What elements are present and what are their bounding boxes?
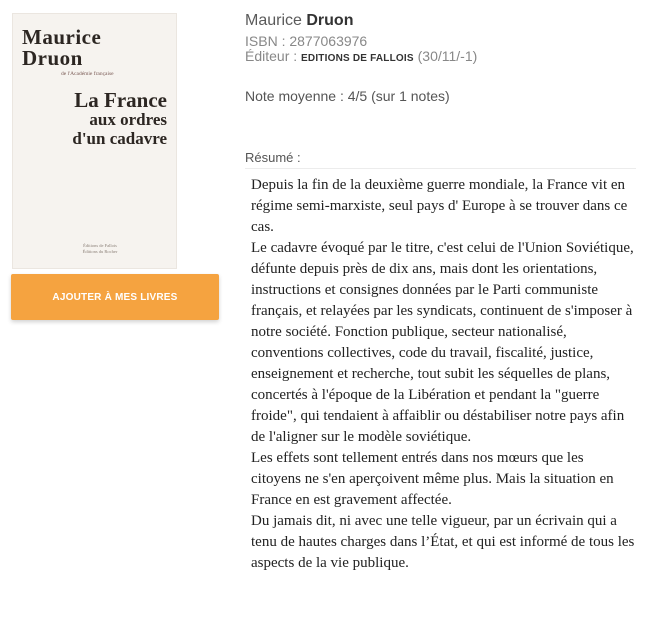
resume-paragraph: Du jamais dit, ni avec une telle vigueur, par un écrivain qui a tenu de hautes charges dans l’État, et qui est informé de tous les aspects de la vie publique. <box>251 513 635 571</box>
cover-title-line-2: aux ordres <box>89 110 167 129</box>
publisher-line <box>245 48 477 64</box>
resume-divider <box>245 168 636 169</box>
isbn-value: 2877063976 <box>289 33 368 49</box>
cover-title-line-1: La France <box>74 88 167 112</box>
cover-academy: de l'Académie française <box>61 71 114 77</box>
book-cover-image <box>12 13 177 269</box>
resume-paragraph: Le cadavre évoqué par le titre, c'est celui de l'Union Soviétique, défunte depuis près de dix ans, mais dont les orientations, instructions et consignes données par le Parti communiste français, et relayées par les syndicats, continuent de s'imposer à notre société. Fonction publique, secteur nationalisé, conventions collectives, code du travail, fiscalité, justice, enseignement et recherche, tout subit les séquelles de plans, concertés à l'époque de la Libération et pendant la "guerre froide", qui tendaient à affaiblir ou déstabiliser notre pays afin de l'aligner sur le modèle soviétique. <box>251 240 634 445</box>
book-author[interactable] <box>245 12 353 30</box>
cover-author <box>22 27 172 69</box>
publisher-link[interactable]: EDITIONS DE FALLOIS <box>301 53 414 64</box>
isbn-label: ISBN : <box>245 33 286 49</box>
resume-text <box>251 175 636 574</box>
resume-paragraph: Depuis la fin de la deuxième guerre mondiale, la France vit en régime semi-marxiste, seul pays d' Europe à se trouver dans ce cas. <box>251 177 628 235</box>
add-to-my-books-button[interactable]: AJOUTER À MES LIVRES <box>11 274 219 320</box>
cover-author-first: Maurice <box>22 25 102 49</box>
author-first-name: Maurice <box>245 12 302 29</box>
cover-publisher-line-1: Éditions de Fallois <box>83 243 117 248</box>
publish-date: (30/11/-1) <box>417 48 478 64</box>
author-last-name: Druon <box>306 12 354 29</box>
cover-publisher-line-2: Éditions du Rocher <box>82 249 118 254</box>
publisher-label: Éditeur : <box>245 48 298 64</box>
cover-title <box>17 90 167 148</box>
resume-heading: Résumé : <box>245 150 301 165</box>
average-rating: Note moyenne : 4/5 (sur 1 notes) <box>245 88 450 104</box>
cover-author-last: Druon <box>22 46 83 70</box>
cover-publisher <box>70 243 130 255</box>
isbn-line <box>245 33 367 49</box>
resume-paragraph: Les effets sont tellement entrés dans nos mœurs que les citoyens ne s'en aperçoivent même plus. Mais la situation en France en est gravement affectée. <box>251 450 614 508</box>
cover-title-line-3: d'un cadavre <box>72 129 167 148</box>
